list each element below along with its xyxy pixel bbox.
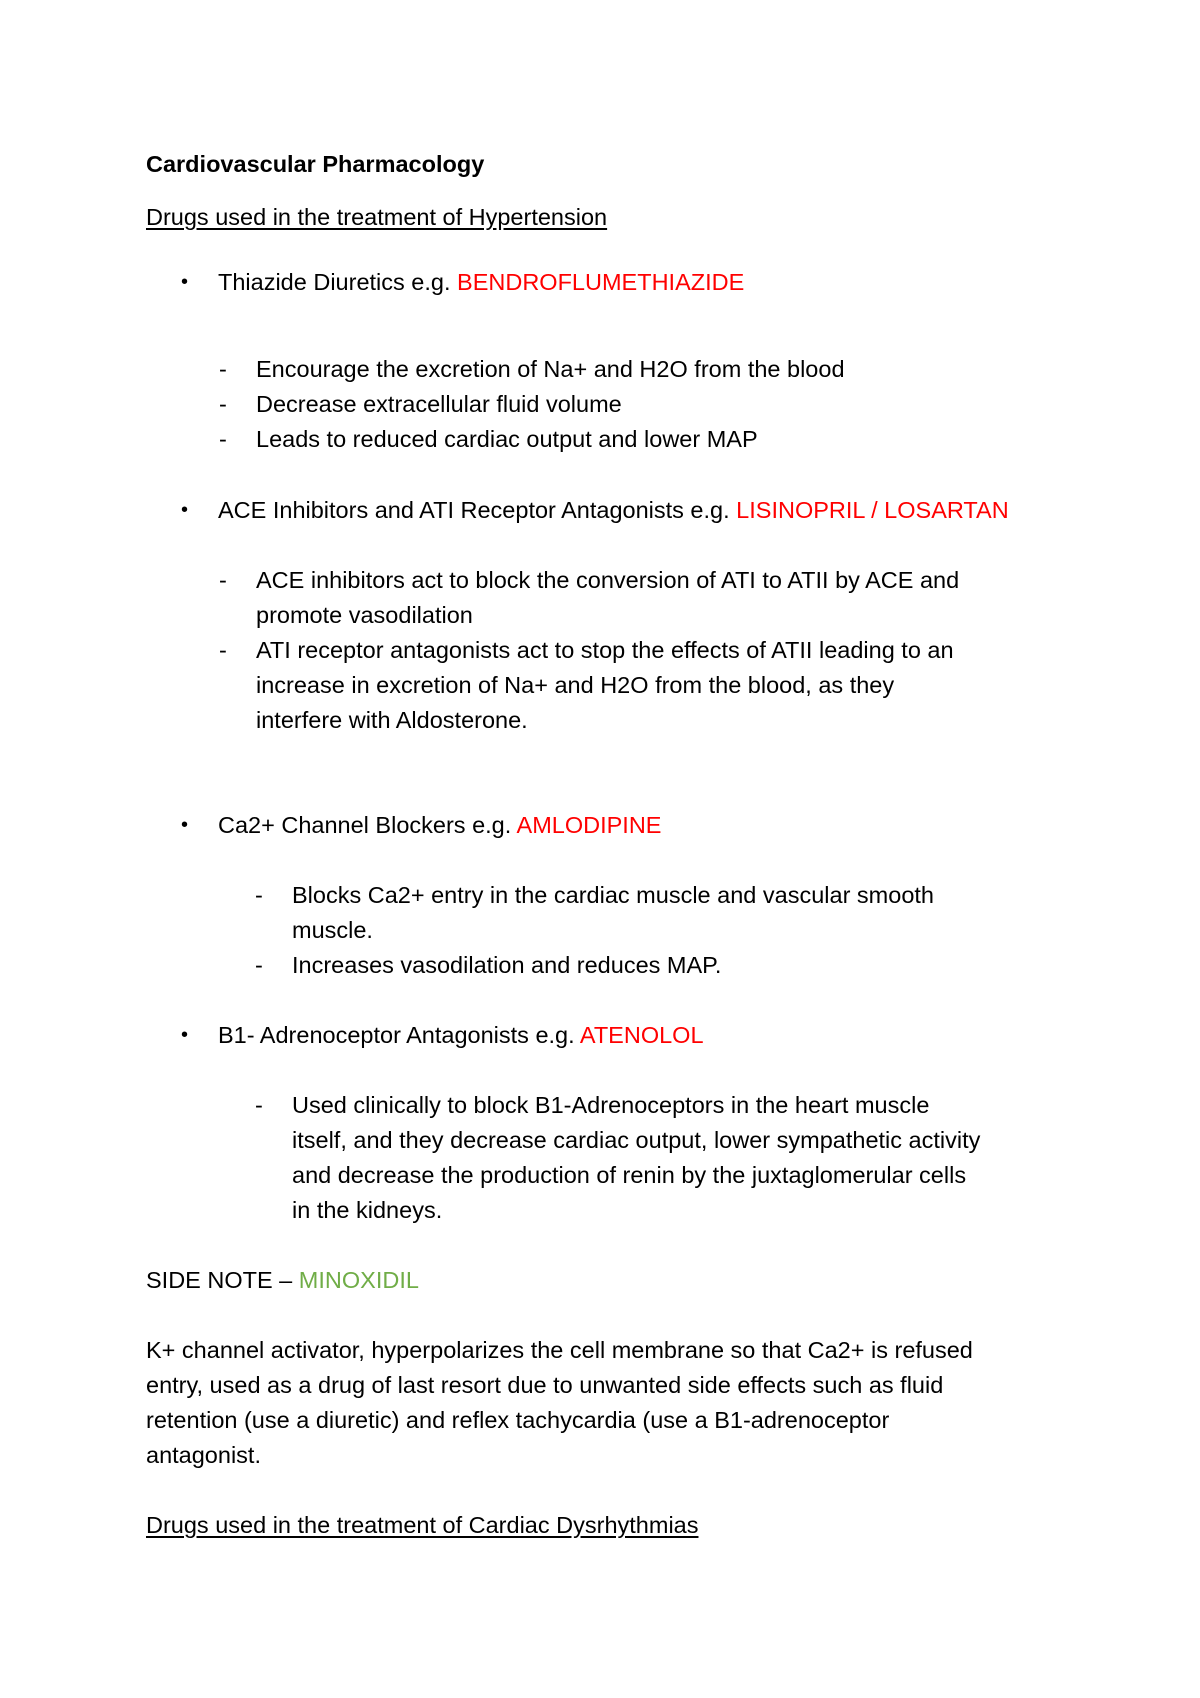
drug-name: LISINOPRIL / LOSARTAN xyxy=(736,497,1009,523)
sub-point: Encourage the excretion of Na+ and H2O from the blood xyxy=(256,356,845,382)
side-note-prefix: SIDE NOTE – xyxy=(146,1267,299,1293)
bullet-ccb xyxy=(218,808,661,842)
bullet-label: Ca2+ Channel Blockers e.g. xyxy=(218,812,517,838)
sub-point-continued: itself, and they decrease cardiac output, lower sympathetic activity xyxy=(292,1127,981,1153)
document-title: Cardiovascular Pharmacology xyxy=(146,151,485,177)
section-heading-hypertension: Drugs used in the treatment of Hypertension xyxy=(146,204,608,230)
dash-icon: - xyxy=(219,426,227,452)
sub-point: ACE inhibitors act to block the conversion of ATI to ATII by ACE and xyxy=(256,567,960,593)
dash-icon: - xyxy=(255,882,263,908)
drug-name: BENDROFLUMETHIAZIDE xyxy=(457,269,745,295)
sub-point-continued: interfere with Aldosterone. xyxy=(256,707,528,733)
bullet-beta xyxy=(218,1018,704,1052)
dash-icon: - xyxy=(255,952,263,978)
section-heading-dysrhythmias: Drugs used in the treatment of Cardiac Dysrhythmias xyxy=(146,1512,699,1538)
dash-icon: - xyxy=(219,356,227,382)
bullet-label: Thiazide Diuretics e.g. xyxy=(218,269,458,295)
sub-point-continued: promote vasodilation xyxy=(256,602,473,628)
sub-point-continued: increase in excretion of Na+ and H2O from the blood, as they xyxy=(256,672,895,698)
sub-point: Leads to reduced cardiac output and lower MAP xyxy=(256,426,758,452)
drug-name: ATENOLOL xyxy=(579,1022,704,1048)
side-note-text: retention (use a diuretic) and reflex tachycardia (use a B1-adrenoceptor xyxy=(146,1407,890,1433)
bullet-label: ACE Inhibitors and ATI Receptor Antagonists e.g. xyxy=(218,497,737,523)
side-note-label xyxy=(146,1263,419,1297)
bullet-icon: • xyxy=(181,499,189,521)
bullet-thiazide xyxy=(218,265,744,299)
sub-point: Used clinically to block B1-Adrenoceptors in the heart muscle xyxy=(292,1092,930,1118)
dash-icon: - xyxy=(219,637,227,663)
dash-icon: - xyxy=(219,391,227,417)
side-note-drug: MINOXIDIL xyxy=(298,1267,419,1293)
side-note-text: antagonist. xyxy=(146,1442,261,1468)
bullet-ace xyxy=(218,493,1009,527)
bullet-icon: • xyxy=(181,271,189,293)
sub-point-continued: and decrease the production of renin by the juxtaglomerular cells xyxy=(292,1162,967,1188)
sub-point: Blocks Ca2+ entry in the cardiac muscle and vascular smooth xyxy=(292,882,934,908)
sub-point-continued: muscle. xyxy=(292,917,373,943)
dash-icon: - xyxy=(219,567,227,593)
side-note-text: entry, used as a drug of last resort due to unwanted side effects such as fluid xyxy=(146,1372,944,1398)
sub-point-continued: in the kidneys. xyxy=(292,1197,443,1223)
drug-name: AMLODIPINE xyxy=(516,812,662,838)
bullet-icon: • xyxy=(181,814,189,836)
sub-point: Increases vasodilation and reduces MAP. xyxy=(292,952,722,978)
side-note-text: K+ channel activator, hyperpolarizes the cell membrane so that Ca2+ is refused xyxy=(146,1337,973,1363)
bullet-icon: • xyxy=(181,1024,189,1046)
dash-icon: - xyxy=(255,1092,263,1118)
sub-point: Decrease extracellular fluid volume xyxy=(256,391,622,417)
sub-point: ATI receptor antagonists act to stop the effects of ATII leading to an xyxy=(256,637,954,663)
bullet-label: B1- Adrenoceptor Antagonists e.g. xyxy=(218,1022,580,1048)
